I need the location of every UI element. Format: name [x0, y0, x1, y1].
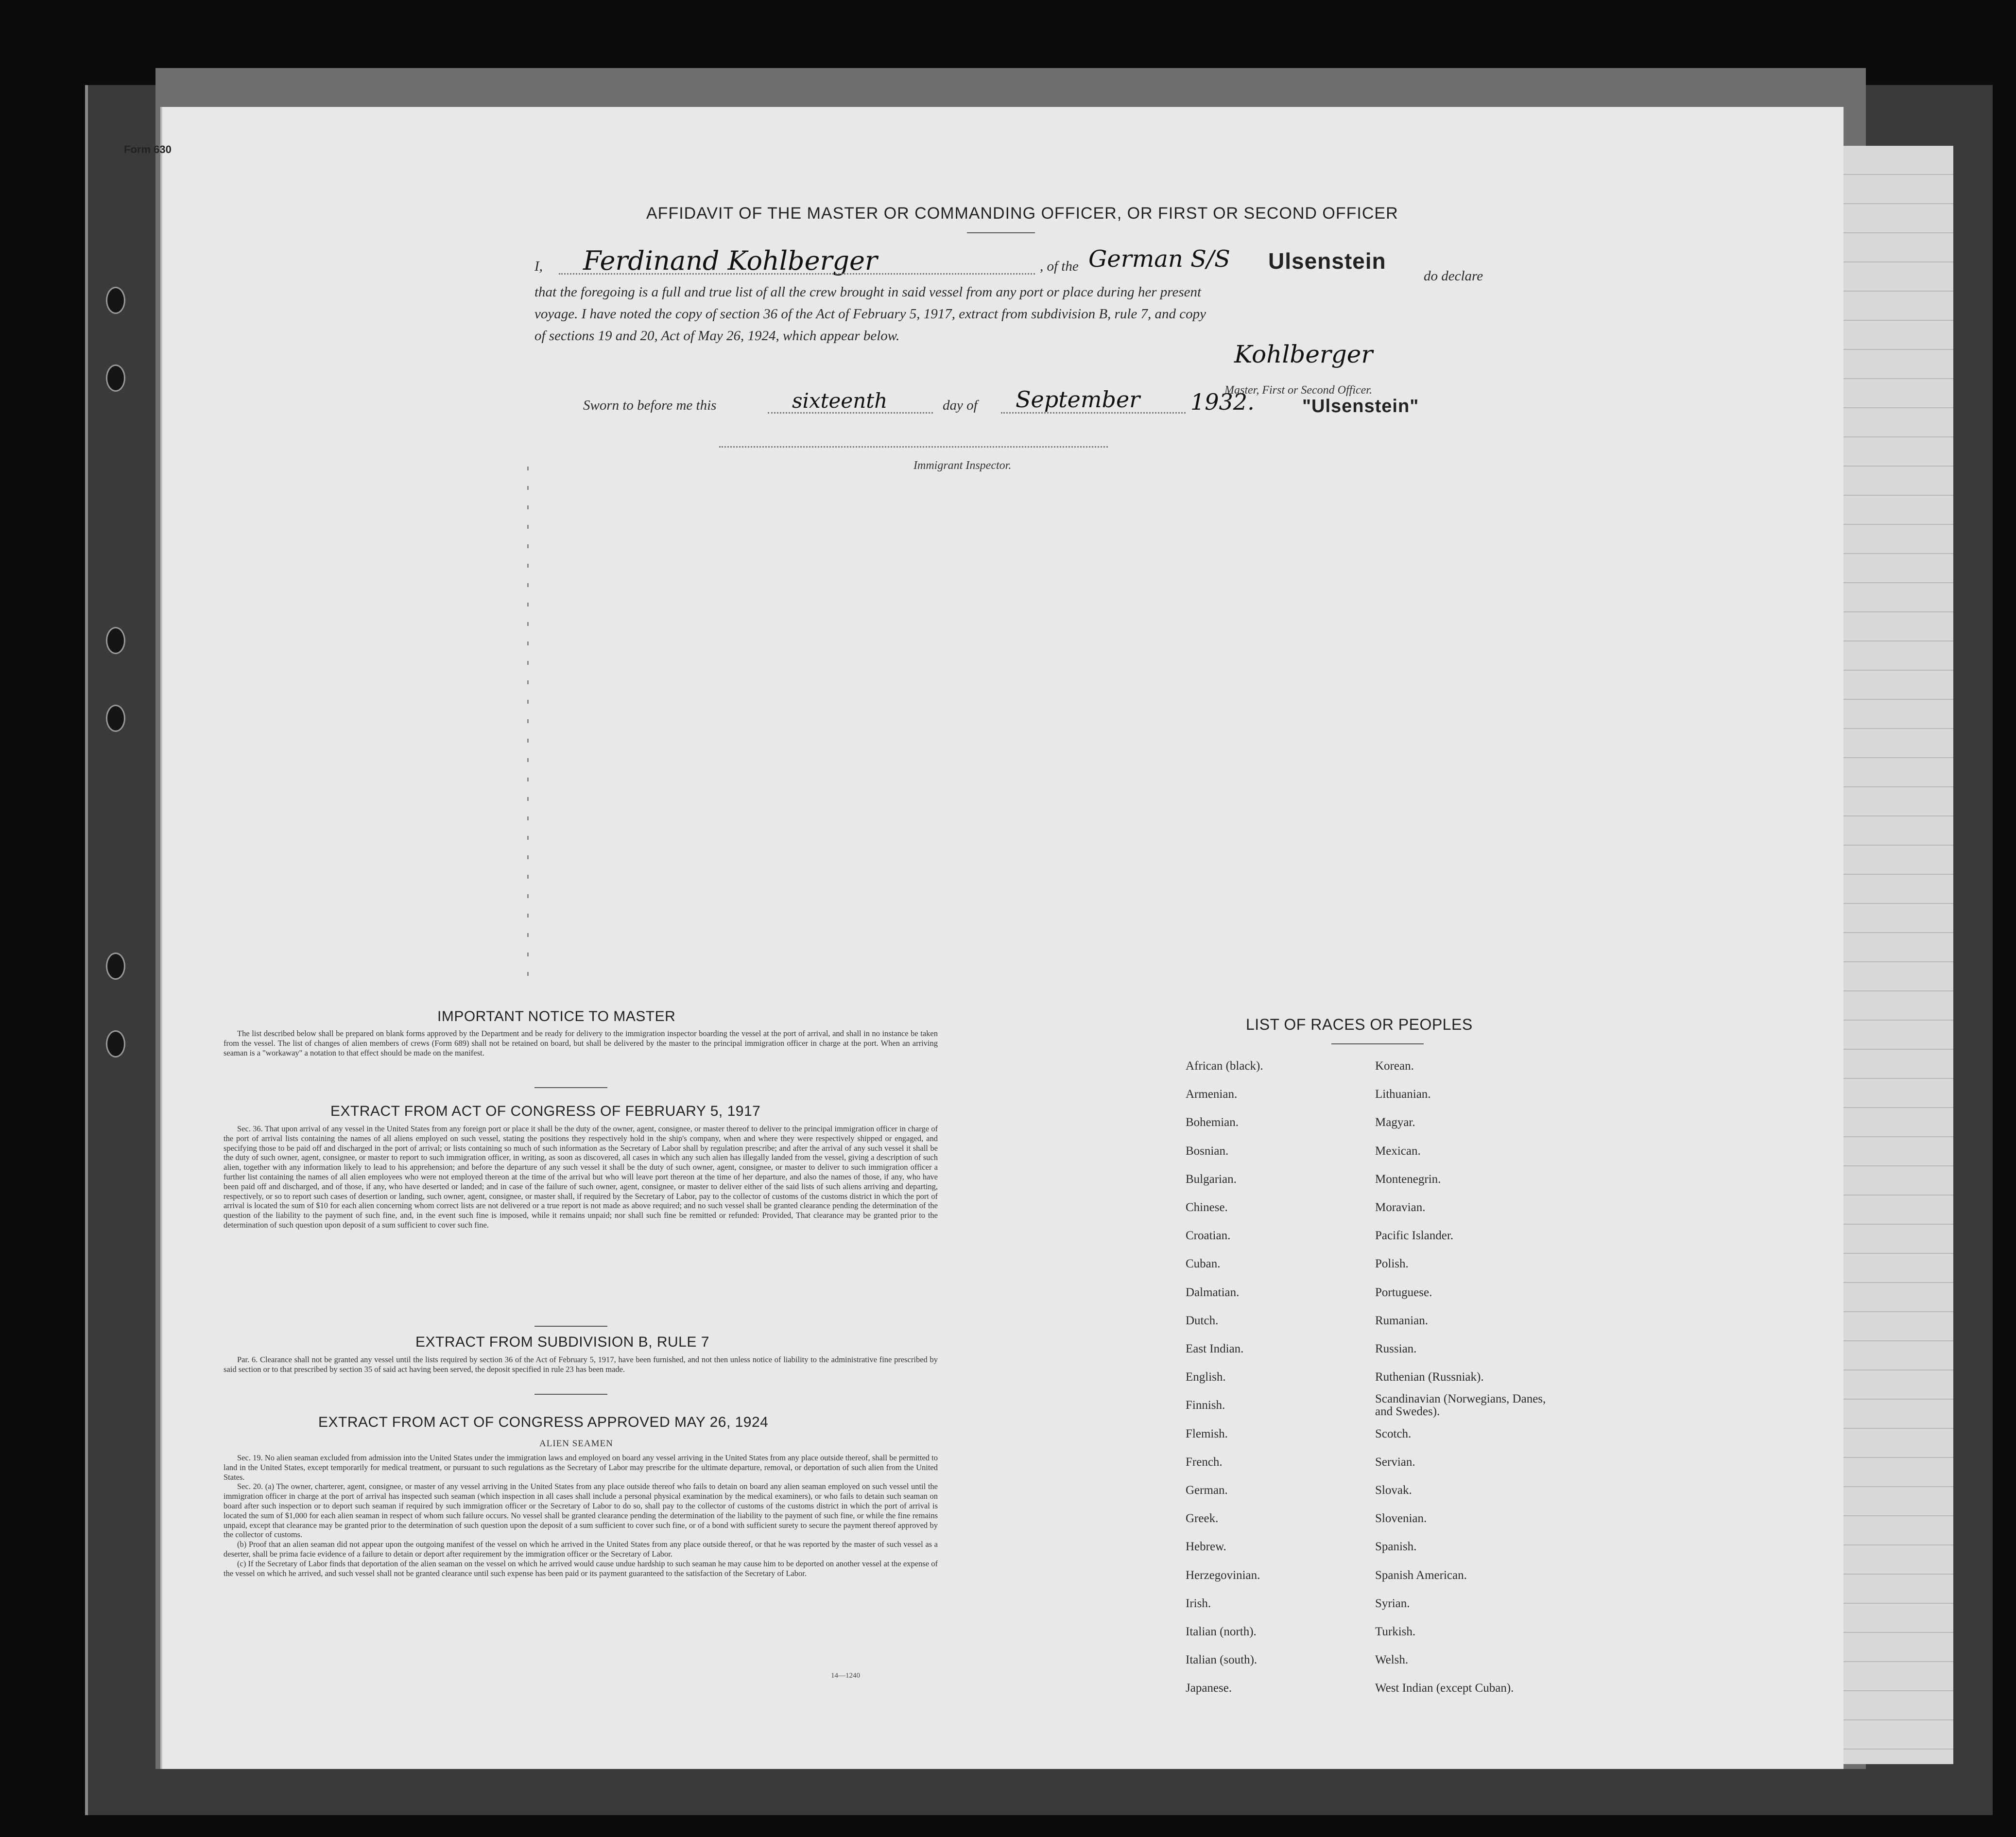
race-item-left: Hebrew. — [1186, 1540, 1226, 1554]
name-fill-line — [559, 273, 1035, 275]
sworn-year: 1932. — [1190, 389, 1255, 415]
extract-rule7-rule — [534, 1394, 607, 1395]
master-name: Ferdinand Kohlberger — [583, 245, 878, 276]
race-item-left: Greek. — [1186, 1512, 1219, 1525]
race-item-left: Herzegovinian. — [1186, 1568, 1260, 1582]
extract-1924-body — [224, 1453, 938, 1578]
race-item-left: Dutch. — [1186, 1314, 1219, 1327]
binder-hole-icon — [106, 364, 125, 392]
vessel-name-stamp: Ulsenstein — [1268, 248, 1386, 274]
race-item-left: Dalmatian. — [1186, 1285, 1240, 1299]
affidavit-of-the: , of the — [1040, 259, 1079, 274]
race-item-left: Armenian. — [1186, 1088, 1238, 1101]
race-item-right: Rumanian. — [1375, 1314, 1429, 1327]
races-rule — [1331, 1043, 1424, 1044]
race-item-right: West Indian (except Cuban). — [1375, 1681, 1514, 1695]
print-code: 14—1240 — [831, 1672, 860, 1680]
binder-hole-icon — [106, 287, 125, 314]
race-item-left: Finnish. — [1186, 1399, 1225, 1412]
race-item-left: German. — [1186, 1484, 1228, 1497]
binder-hole-icon — [106, 627, 125, 654]
binder-hole-icon — [106, 705, 125, 732]
extract-1924-title: EXTRACT FROM ACT OF CONGRESS APPROVED MAY 26, 1924 — [318, 1414, 769, 1430]
sworn-prefix: Sworn to before me this — [583, 398, 717, 413]
alien-seamen-subtitle: ALIEN SEAMEN — [539, 1438, 613, 1449]
race-item-left: Bohemian. — [1186, 1116, 1239, 1129]
affidavit-line-2: that the foregoing is a full and true list of all the crew brought in said vessel from any port or place during her present — [534, 284, 1202, 300]
race-item-right: Slovak. — [1375, 1484, 1412, 1497]
race-item-left: Flemish. — [1186, 1427, 1228, 1440]
ruled-side-sheet — [1842, 146, 1953, 1764]
affidavit-title: AFFIDAVIT OF THE MASTER OR COMMANDING OFFICER, OR FIRST OR SECOND OFFICER — [646, 204, 1398, 223]
race-item-left: Irish. — [1186, 1596, 1211, 1610]
race-item-right: Spanish American. — [1375, 1568, 1467, 1582]
extract-1917-body — [224, 1124, 938, 1230]
notice-body — [224, 1029, 938, 1057]
race-item-right: Scotch. — [1375, 1427, 1412, 1440]
inspector-caption: Immigrant Inspector. — [913, 459, 1012, 472]
title-rule — [967, 232, 1035, 233]
race-item-right: Mexican. — [1375, 1144, 1421, 1158]
race-item-right: Ruthenian (Russniak). — [1375, 1370, 1484, 1384]
race-item-right: Polish. — [1375, 1257, 1409, 1271]
ship-stamp: "Ulsenstein" — [1302, 396, 1419, 416]
binder-hole-icon — [106, 1030, 125, 1057]
extract-1917-text: Sec. 36. That upon arrival of any vessel in the United States from any foreign port or place it shall be the duty of the owner, agent, consignee, or master thereof to deliver to the principal immigration officer in charge of the port of arrival lists containing the names of all aliens employed on such vessel, stating the positions they respectively hold in the ship's company, when and where they were respectively shipped or engaged, and specifying those to be paid off and discharged in the port of arrival; or lists containing so much of such information as the Secretary of Labor shall by regulation prescribe; and after the arrival of any such vessel it shall be the duty of such owner, agent, consignee, or master to report to such immigration officer, in writing, as soon as discovered, all cases in which any such alien has illegally landed from the vessel, giving a description of such alien, together with any information likely to lead to his apprehension; and before the departure of any such vessel it shall be the duty of such owner, agent, consignee, or master to deliver to such immigration officer a further list containing the names of all alien employees who were not employed thereon at the time of the arrival but who will leave port thereon at the time of her departure, and also the names of those, if any, who have been paid off and discharged, and of those, if any, who have deserted or landed; and in case of the failure of such owner, agent, consignee, or master to deliver either of the said lists of such aliens arriving and departing, respectively, or so to report such cases of desertion or landing, such owner, agent, consignee, or master shall, if required by the Secretary of Labor, pay to the collector of customs of the customs district in which the port of arrival is located the sum of $10 for each alien concerning whom correct lists are not delivered or a true report is not made as above required; and no such vessel shall be granted clearance pending the determination of the question of the liability to the payment of such fine, and, in the event such fine is imposed, while it remains unpaid; nor shall such fine be remitted or refunded: Provided, That clearance may be granted prior to the determination of such question upon deposit of a sum sufficient to cover such fine. — [224, 1124, 938, 1230]
sec-19-text: Sec. 19. No alien seaman excluded from admission into the United States under the immigration laws and employed on board any vessel arriving in the United States from any place outside thereof, shall be permitted to land in the United States, except temporarily for medical treatment, or pursuant to such regulations as the Secretary of Labor may prescribe for the ultimate departure, removal, or deportation of such alien from the United States. — [224, 1453, 938, 1482]
race-item-left: Chinese. — [1186, 1201, 1228, 1214]
affidavit-line-4: of sections 19 and 20, Act of May 26, 1924, which appear below. — [534, 328, 900, 344]
race-item-right: Syrian. — [1375, 1596, 1410, 1610]
extract-rule7-body — [224, 1355, 938, 1374]
sec-20b-text: (b) Proof that an alien seaman did not appear upon the outgoing manifest of the vessel on which he arrived in the United States from any place outside thereof, or that he was reported by the master of such vessel as a deserter, shall be prima facie evidence of a failure to detain or deport after requirement by the immigration officer or the Secretary of Labor. — [224, 1540, 938, 1559]
races-title: LIST OF RACES OR PEOPLES — [1246, 1016, 1473, 1033]
race-item-right: Spanish. — [1375, 1540, 1417, 1554]
race-item-right: Korean. — [1375, 1059, 1414, 1073]
column-rule — [527, 467, 529, 991]
race-item-right: Scandinavian (Norwegians, Danes, and Swedes). — [1375, 1392, 1546, 1419]
extract-rule7-text: Par. 6. Clearance shall not be granted any vessel until the lists required by section 36 of the Act of February 5, 1917, have been furnished, and not then unless notice of liability to the administrative fine prescribed by said section or to that prescribed by section 35 of said act having been served, the deposit specified in rule 23 has been made. — [224, 1355, 938, 1374]
race-item-right: Pacific Islander. — [1375, 1229, 1454, 1243]
race-item-right: Moravian. — [1375, 1201, 1426, 1214]
master-signature: Kohlberger — [1234, 340, 1373, 368]
race-item-left: Bosnian. — [1186, 1144, 1229, 1158]
extract-1917-title: EXTRACT FROM ACT OF CONGRESS OF FEBRUARY 5, 1917 — [330, 1103, 761, 1119]
binder-hole-icon — [106, 953, 125, 980]
race-item-left: Italian (south). — [1186, 1653, 1258, 1667]
race-item-left: African (black). — [1186, 1059, 1263, 1073]
affidavit-line-3: voyage. I have noted the copy of section 36 of the Act of February 5, 1917, extract from subdivision B, rule 7, and copy — [534, 306, 1206, 322]
race-item-left: French. — [1186, 1455, 1223, 1469]
race-item-right: Magyar. — [1375, 1116, 1415, 1129]
sworn-month: September — [1016, 386, 1140, 413]
affidavit-prefix: I, — [534, 259, 543, 274]
race-item-left: English. — [1186, 1370, 1226, 1384]
race-item-right: Russian. — [1375, 1342, 1417, 1355]
form-number: Form 630 — [124, 143, 172, 156]
extract-1917-rule — [534, 1326, 607, 1327]
race-item-right: Turkish. — [1375, 1625, 1416, 1638]
notice-text: The list described below shall be prepared on blank forms approved by the Department and be ready for delivery to the immigration inspector boarding the vessel at the port of arrival, and shall in no instance be taken from the vessel. The list of changes of alien members of crews (Form 689) shall not be retained on board, but shall be delivered by the master to the principal immigration officer in charge at the port. When an arriving seaman is a "workaway" a notation to that effect should be made on the manifest. — [224, 1029, 938, 1057]
affidavit-declare: do declare — [1424, 268, 1483, 284]
race-item-left: Japanese. — [1186, 1681, 1232, 1695]
race-item-right: Welsh. — [1375, 1653, 1409, 1667]
notice-title: IMPORTANT NOTICE TO MASTER — [437, 1008, 676, 1024]
race-item-left: Croatian. — [1186, 1229, 1231, 1243]
race-item-right: Servian. — [1375, 1455, 1415, 1469]
inspector-signature-line — [719, 446, 1108, 448]
month-fill-line — [1001, 412, 1186, 414]
race-item-left: Bulgarian. — [1186, 1172, 1237, 1186]
notice-rule — [534, 1087, 607, 1088]
race-item-right: Slovenian. — [1375, 1512, 1427, 1525]
sec-20c-text: (c) If the Secretary of Labor finds that deportation of the alien seaman on the vessel on which he arrived would cause undue hardship to such seaman he may cause him to be deported on another vessel at the expense of the vessel on which he arrived, and such vessel shall not be granted clearance until such expense has been paid or its payment guaranteed to the satisfaction of the Secretary of Labor. — [224, 1559, 938, 1578]
sworn-day: sixteenth — [792, 389, 888, 413]
vessel-nationality: German S/S — [1088, 245, 1230, 273]
race-item-right: Portuguese. — [1375, 1285, 1432, 1299]
day-fill-line — [768, 412, 933, 414]
extract-rule7-title: EXTRACT FROM SUBDIVISION B, RULE 7 — [415, 1334, 709, 1350]
race-item-left: Cuban. — [1186, 1257, 1221, 1271]
race-item-left: Italian (north). — [1186, 1625, 1257, 1638]
sworn-day-of: day of — [943, 398, 978, 413]
race-item-right: Lithuanian. — [1375, 1088, 1431, 1101]
race-item-right: Montenegrin. — [1375, 1172, 1441, 1186]
signature-caption: Master, First or Second Officer. — [1224, 384, 1372, 397]
race-item-left: East Indian. — [1186, 1342, 1244, 1355]
sec-20a-text: Sec. 20. (a) The owner, charterer, agent, consignee, or master of any vessel arriving in the United States from any place outside thereof who fails to detain on board any alien seaman employed on such vessel until the immigration officer in charge at the port of arrival has inspected such seaman (which inspection in all cases shall include a personal physical examination by the medical examiners), or who fails to detain such seaman on board after such inspection or to deport such seaman if required by such immigration officer or the Secretary of Labor to do so, shall pay to the collector of customs of the customs district in which the port of arrival is located the sum of $1,000 for each alien seaman in respect of whom such failure occurs. No vessel shall be granted clearance pending the determination of the liability to the payment of such fine, or while the fine remains unpaid, except that clearance may be granted prior to the determination of such question upon the deposit of a sum sufficient to cover such fine, or of a bond with sufficient surety to secure the payment thereof approved by the collector of customs. — [224, 1482, 938, 1540]
